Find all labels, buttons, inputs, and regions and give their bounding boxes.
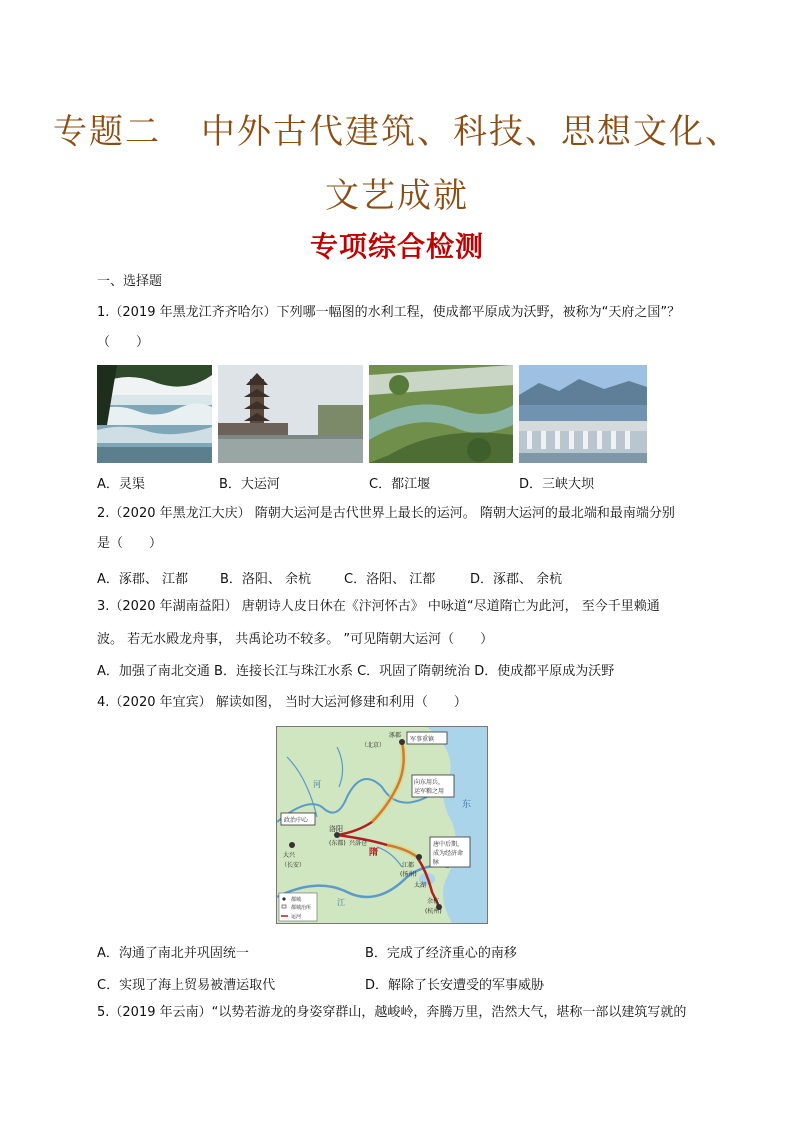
question-1-blank: （ ） [97, 335, 150, 350]
question-2-option-a[interactable]: A．涿郡、 江都 [97, 572, 189, 587]
question-2-option-b[interactable]: B．洛阳、 余杭 [220, 572, 312, 587]
map-label-zhuojun: 涿郡 [389, 732, 402, 739]
question-4-text: 4.（2020 年宜宾） 解读如图， 当时大运河修建和利用（ ） [97, 695, 467, 710]
question-5-text: 5.（2019 年云南）“以势若游龙的身姿穿群山，越峻岭，奔腾万里，浩然大气，堪称一部以建筑写就的 [97, 1005, 687, 1020]
map-callout1-b: 运军粮之用 [414, 788, 445, 795]
section-heading: 一、选择题 [97, 274, 163, 289]
page-subtitle: 专项综合检测 [309, 230, 484, 263]
question-2-text-cont: 是（ ） [97, 536, 163, 551]
photo-option-d [519, 365, 647, 463]
map-label-military: 军事重镇 [410, 736, 435, 743]
map-label-xinluo: 兴洛仓 [349, 840, 368, 847]
question-3-text: 3.（2020 年湖南益阳） 唐朝诗人皮日休在《汴河怀古》 中咏道“尽道隋亡为此河， 至今千里赖通 [97, 599, 660, 614]
question-1-option-b[interactable]: B．大运河 [219, 477, 280, 492]
map-label-sui: 隋 [369, 848, 379, 858]
map-label-beijing: （北京） [361, 742, 386, 749]
question-4-option-a[interactable]: A．沟通了南北并巩固统一 [97, 946, 249, 961]
question-2-option-d[interactable]: D．涿郡、 余杭 [470, 572, 563, 587]
map-label-luoyang: 洛阳 [329, 825, 343, 833]
question-1-option-d[interactable]: D．三峡大坝 [519, 477, 595, 492]
map-label-dongdu: (东都) [329, 840, 346, 847]
map-callout2-b: 成为经济命 [433, 850, 464, 857]
question-3-options[interactable]: A．加强了南北交通 B．连接长江与珠江水系 C．巩固了隋朝统治 D．使成都平原成为沃野 [97, 664, 615, 679]
map-legend-capital: 都城 [291, 897, 302, 903]
map-label-yuhang: 余杭 [427, 898, 440, 905]
map-label-river-he: 河 [313, 780, 321, 789]
map-label-river-jiang: 江 [337, 898, 345, 907]
photo-option-b [218, 365, 363, 463]
question-2-text: 2.（2020 年黑龙江大庆） 隋朝大运河是古代世界上最长的运河。 隋朝大运河的最北端和最南端分别 [97, 506, 675, 521]
page-title-line-1 [0, 104, 794, 153]
photo-option-c [369, 365, 513, 463]
question-3-text-cont: 波。 若无水殿龙舟事， 共禹论功不较多。 ”可见隋朝大运河（ ） [97, 632, 494, 647]
map-label-politics: 政治中心 [284, 817, 309, 824]
question-1-option-c[interactable]: C．都江堰 [369, 477, 431, 492]
map-callout2-a: 唐中后期， [433, 841, 464, 848]
page-title-line-2: 文艺成就 [325, 176, 469, 216]
map-label-east-sea: 东 [462, 800, 472, 810]
map-legend-city: 都城治所 [291, 905, 312, 911]
map-legend-canal: 运河 [291, 914, 302, 920]
map-label-taihu: 太湖 [414, 882, 427, 889]
question-1-option-a[interactable]: A．灵渠 [97, 477, 145, 492]
photo-option-a [97, 365, 212, 463]
map-label-jiangdu: 江都 [402, 862, 415, 869]
map-callout2-c: 脉 [433, 859, 440, 866]
map-label-yangzhou: (扬州) [400, 871, 417, 878]
question-4-option-b[interactable]: B．完成了经济重心的南移 [365, 946, 517, 961]
map-label-hangzhou: (杭州) [425, 908, 442, 915]
map-callout1-a: 向东用兵， [414, 779, 445, 786]
question-2-option-c[interactable]: C．洛阳、 江都 [344, 572, 436, 587]
title-topic-text: 中外古代建筑、科技、思想文化、 [201, 112, 741, 152]
map-label-changan: （长安） [281, 862, 306, 869]
sui-canal-map [276, 726, 488, 924]
question-4-option-c[interactable]: C．实现了海上贸易被漕运取代 [97, 978, 276, 993]
map-label-daxing: 大兴 [283, 852, 296, 859]
question-1-text: 1.（2019 年黑龙江齐齐哈尔）下列哪一幅图的水利工程，使成都平原成为沃野，被称为“天府之国”？ [97, 305, 681, 320]
title-topic-number: 专题二 [53, 112, 161, 152]
question-4-option-d[interactable]: D．解除了长安遭受的军事威胁 [365, 978, 545, 993]
